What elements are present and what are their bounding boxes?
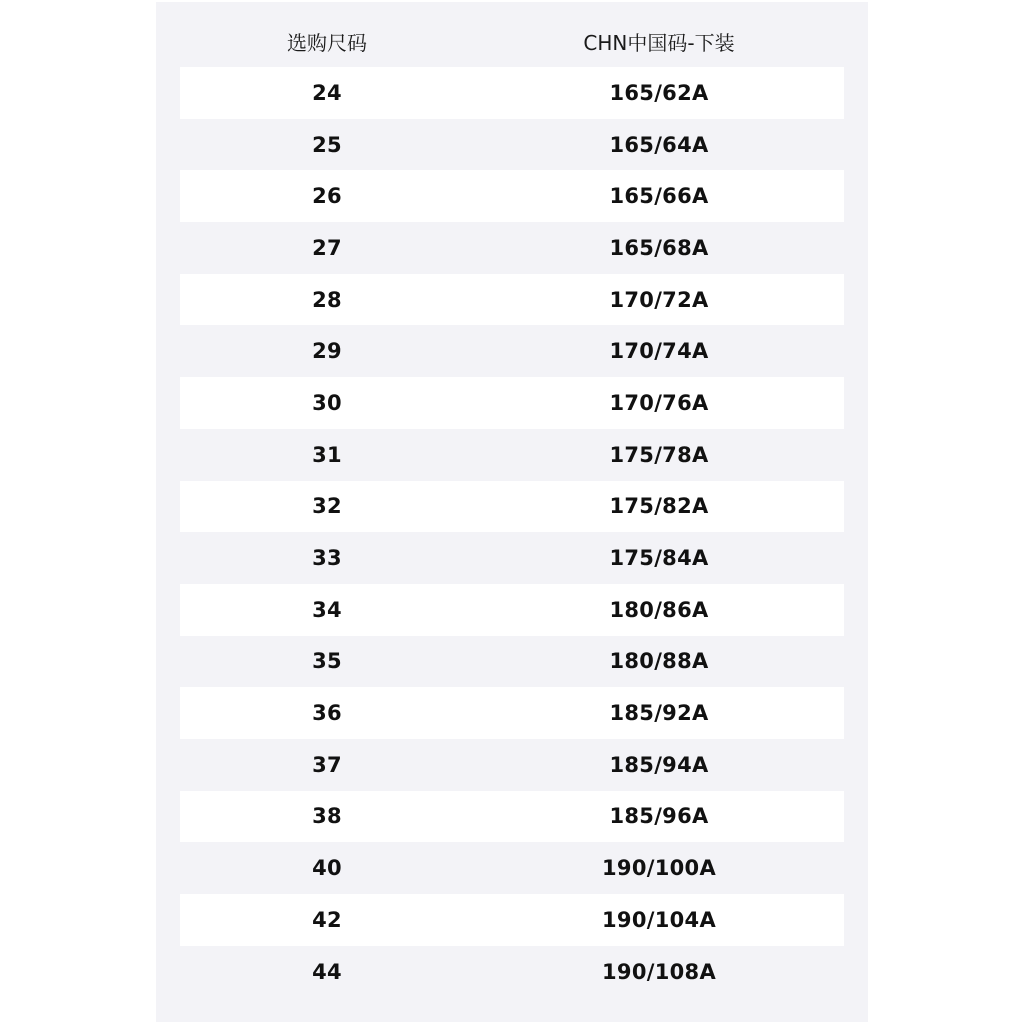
chn-size-cell: 190/100A: [602, 856, 716, 881]
chn-size-cell: 175/82A: [609, 494, 709, 519]
table-row: [180, 481, 844, 533]
table-row: [180, 119, 844, 171]
table-row: [180, 222, 844, 274]
chn-size-cell: 170/74A: [609, 339, 709, 364]
size-cell: 37: [312, 752, 342, 777]
size-cell: 31: [312, 442, 342, 467]
table-row: [180, 584, 844, 636]
size-cell: 36: [312, 701, 342, 726]
table-row: [180, 946, 844, 998]
size-cell: 42: [312, 907, 342, 932]
size-cell: 25: [312, 132, 342, 157]
table-row: [180, 636, 844, 688]
chn-size-cell: 185/94A: [609, 752, 709, 777]
size-cell: 33: [312, 546, 342, 571]
header-size: 选购尺码: [287, 30, 367, 55]
table-row: [180, 894, 844, 946]
size-cell: 34: [312, 597, 342, 622]
size-cell: 27: [312, 235, 342, 260]
table-row: [180, 791, 844, 843]
table-row: [180, 429, 844, 481]
table-row: [180, 170, 844, 222]
table-row: [180, 739, 844, 791]
table-row: [180, 325, 844, 377]
chn-size-cell: 175/78A: [609, 442, 709, 467]
chn-size-cell: 180/88A: [609, 649, 709, 674]
chn-size-cell: 165/66A: [609, 184, 709, 209]
size-cell: 29: [312, 339, 342, 364]
header-chn-size: CHN中国码-下装: [583, 30, 735, 55]
size-cell: 32: [312, 494, 342, 519]
size-cell: 40: [312, 856, 342, 881]
chn-size-cell: 180/86A: [609, 597, 709, 622]
size-cell: 30: [312, 390, 342, 415]
chn-size-cell: 165/68A: [609, 235, 709, 260]
table-row: [180, 274, 844, 326]
chn-size-cell: 190/108A: [602, 959, 716, 984]
chn-size-cell: 165/64A: [609, 132, 709, 157]
chn-size-cell: 175/84A: [609, 546, 709, 571]
size-cell: 38: [312, 804, 342, 829]
chn-size-cell: 190/104A: [602, 907, 716, 932]
chn-size-cell: 170/72A: [609, 287, 709, 312]
table-row: [180, 842, 844, 894]
size-cell: 28: [312, 287, 342, 312]
size-cell: 24: [312, 80, 342, 105]
size-chart-panel: [156, 2, 868, 1022]
chn-size-cell: 170/76A: [609, 390, 709, 415]
table-row: [180, 67, 844, 119]
size-cell: 35: [312, 649, 342, 674]
chn-size-cell: 185/96A: [609, 804, 709, 829]
table-header: [180, 16, 844, 66]
size-cell: 44: [312, 959, 342, 984]
table-body: [180, 67, 844, 997]
table-row: [180, 532, 844, 584]
size-cell: 26: [312, 184, 342, 209]
table-row: [180, 687, 844, 739]
table-row: [180, 377, 844, 429]
chn-size-cell: 165/62A: [609, 80, 709, 105]
chn-size-cell: 185/92A: [609, 701, 709, 726]
